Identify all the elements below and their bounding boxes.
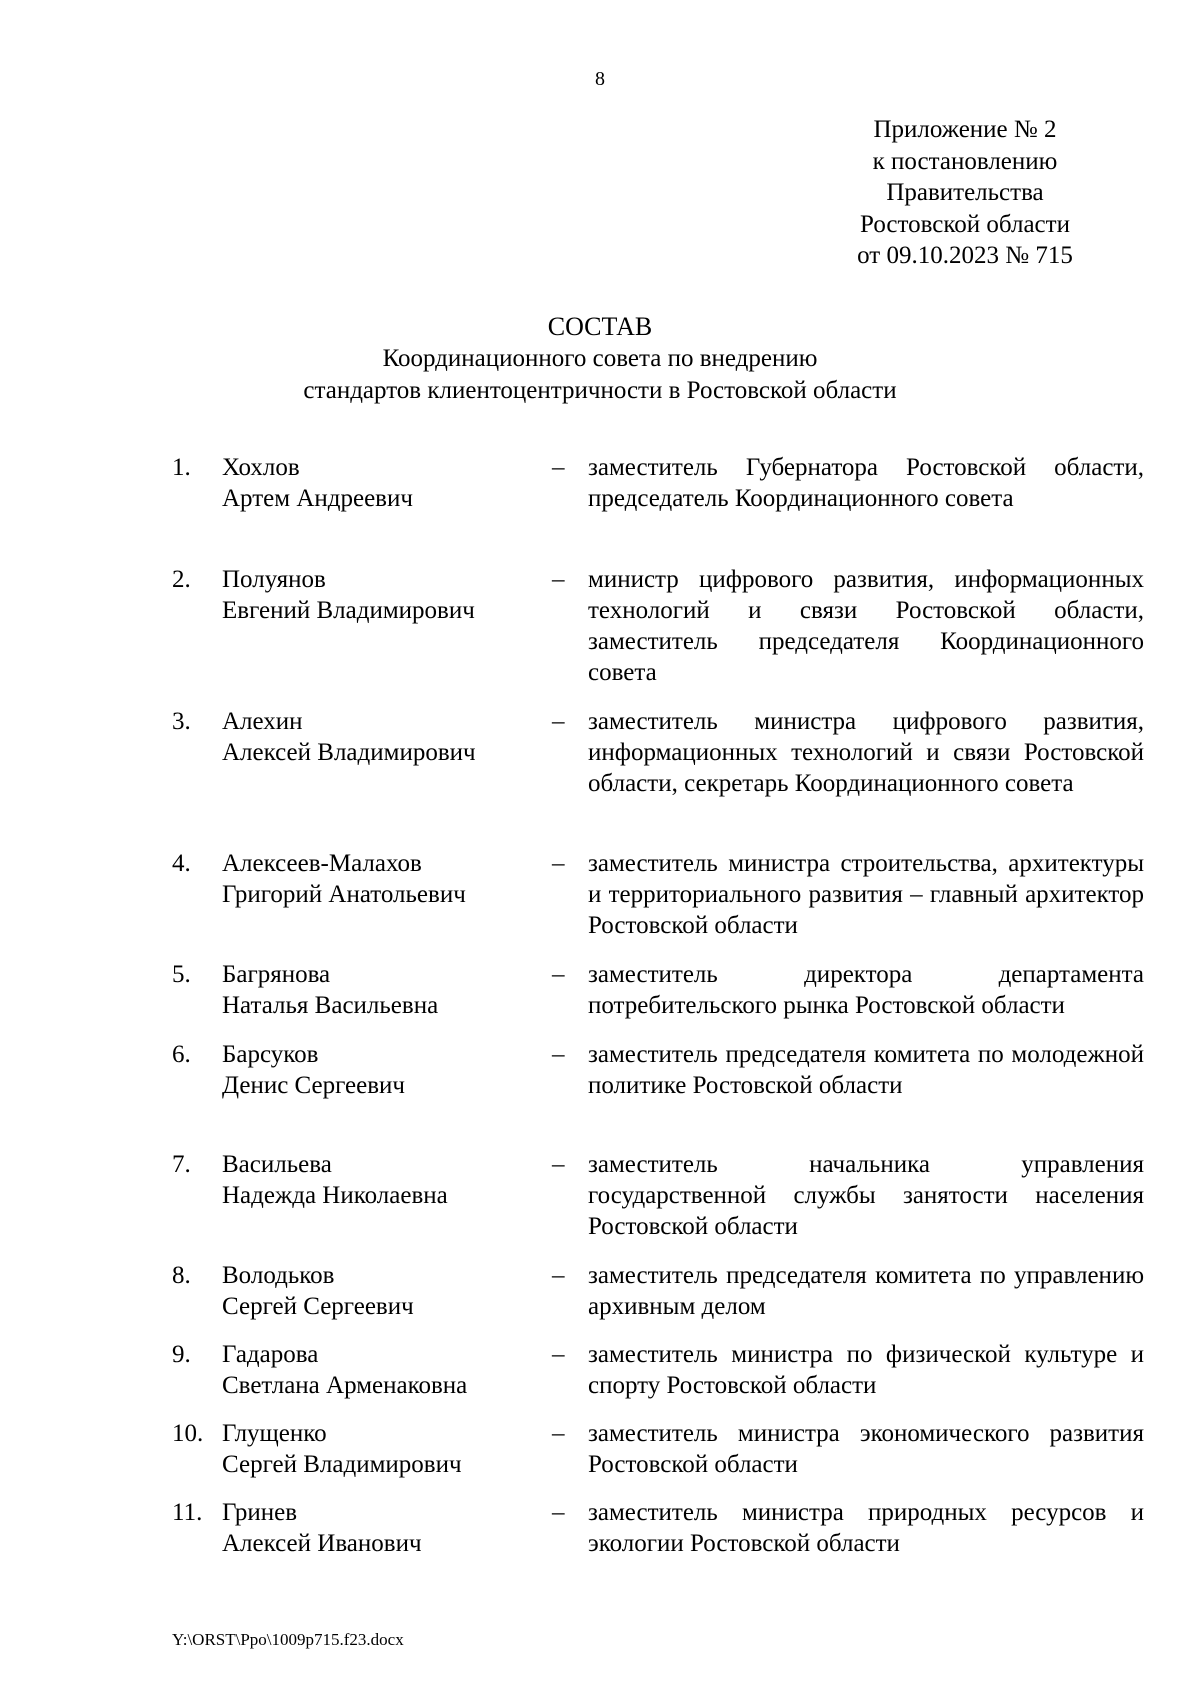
members-list bbox=[0, 452, 1200, 1567]
member-row bbox=[0, 959, 1200, 1039]
member-row bbox=[0, 1039, 1200, 1149]
title-heading: СОСТАВ bbox=[547, 312, 653, 341]
member-position: заместитель министра природных ресурсов и экологии Ростовской области bbox=[588, 1499, 1144, 1557]
member-row bbox=[0, 1497, 1200, 1567]
dash-separator: – bbox=[552, 1420, 565, 1447]
member-given-names: Наталья Васильевна bbox=[222, 992, 439, 1019]
member-position: заместитель председателя комитета по молодежной политике Ростовской области bbox=[588, 1041, 1144, 1099]
member-given-names: Сергей Сергеевич bbox=[222, 1293, 414, 1320]
document-title bbox=[0, 311, 1200, 407]
member-name bbox=[222, 1149, 542, 1211]
member-name bbox=[222, 706, 542, 768]
appendix-line: от 09.10.2023 № 715 bbox=[857, 242, 1073, 269]
member-name bbox=[222, 1260, 542, 1322]
dash-separator: – bbox=[552, 1499, 565, 1526]
member-given-names: Денис Сергеевич bbox=[222, 1072, 406, 1099]
member-given-names: Артем Андреевич bbox=[222, 485, 413, 512]
dash-separator: – bbox=[552, 708, 565, 735]
file-path-footer: Y:\ORST\Ppo\1009p715.f23.docx bbox=[172, 1630, 404, 1649]
member-surname: Алексеев-Малахов bbox=[222, 850, 422, 877]
member-position: заместитель министра цифрового развития, информационных технологий и связи Ростовской области, секретарь Координационного совета bbox=[588, 708, 1144, 797]
member-number: 8. bbox=[172, 1262, 191, 1289]
member-number: 7. bbox=[172, 1151, 191, 1178]
member-position: заместитель министра строительства, архитектуры и территориального развития – главный архитектор Ростовской области bbox=[588, 850, 1144, 939]
appendix-line: Правительства bbox=[886, 179, 1044, 206]
member-surname: Полуянов bbox=[222, 566, 326, 593]
member-name bbox=[222, 1039, 542, 1101]
member-given-names: Алексей Владимирович bbox=[222, 739, 476, 766]
member-surname: Васильева bbox=[222, 1151, 332, 1178]
dash-separator: – bbox=[552, 850, 565, 877]
member-number: 1. bbox=[172, 454, 191, 481]
member-position: заместитель министра по физической культуре и спорту Ростовской области bbox=[588, 1341, 1144, 1399]
dash-separator: – bbox=[552, 1151, 565, 1178]
member-number: 9. bbox=[172, 1341, 191, 1368]
member-position: заместитель министра экономического развития Ростовской области bbox=[588, 1420, 1144, 1478]
member-surname: Хохлов bbox=[222, 454, 300, 481]
member-number: 3. bbox=[172, 708, 191, 735]
member-surname: Багрянова bbox=[222, 961, 331, 988]
dash-separator: – bbox=[552, 1341, 565, 1368]
member-given-names: Алексей Иванович bbox=[222, 1530, 422, 1557]
member-given-names: Надежда Николаевна bbox=[222, 1182, 448, 1209]
member-row bbox=[0, 1260, 1200, 1339]
appendix-line: Ростовской области bbox=[860, 210, 1070, 238]
dash-separator: – bbox=[552, 961, 565, 988]
member-name bbox=[222, 848, 542, 910]
member-given-names: Сергей Владимирович bbox=[222, 1451, 462, 1478]
title-line: стандартов клиентоцентричности в Ростовской области bbox=[303, 377, 897, 404]
member-number: 10. bbox=[172, 1420, 204, 1447]
member-position: заместитель Губернатора Ростовской области, председатель Координационного совета bbox=[588, 454, 1144, 512]
member-surname: Барсуков bbox=[222, 1041, 319, 1068]
member-surname: Гринев bbox=[222, 1499, 298, 1526]
dash-separator: – bbox=[552, 1041, 565, 1068]
member-number: 2. bbox=[172, 566, 191, 593]
member-name bbox=[222, 564, 542, 626]
member-row bbox=[0, 1339, 1200, 1418]
member-number: 4. bbox=[172, 850, 191, 877]
member-position: заместитель директора департамента потребительского рынка Ростовской области bbox=[588, 961, 1144, 1019]
dash-separator: – bbox=[552, 1262, 565, 1289]
member-name bbox=[222, 1339, 542, 1401]
member-given-names: Евгений Владимирович bbox=[222, 597, 475, 624]
member-name bbox=[222, 452, 542, 514]
member-given-names: Григорий Анатольевич bbox=[222, 881, 466, 908]
appendix-header bbox=[820, 114, 1110, 272]
page-number: 8 bbox=[595, 68, 605, 90]
member-name bbox=[222, 1418, 542, 1480]
title-line: Координационного совета по внедрению bbox=[382, 345, 818, 372]
member-position: заместитель начальника управления государственной службы занятости населения Ростовской области bbox=[588, 1151, 1144, 1240]
member-given-names: Светлана Арменаковна bbox=[222, 1372, 468, 1399]
member-row bbox=[0, 452, 1200, 564]
member-position: министр цифрового развития, информационных технологий и связи Ростовской области, заместитель председателя Координационного совета bbox=[588, 566, 1144, 686]
dash-separator: – bbox=[552, 566, 565, 593]
appendix-line: Приложение № 2 bbox=[873, 116, 1057, 143]
member-number: 5. bbox=[172, 961, 191, 988]
member-row bbox=[0, 564, 1200, 706]
member-row bbox=[0, 706, 1200, 848]
member-row bbox=[0, 1149, 1200, 1260]
member-surname: Алехин bbox=[222, 708, 303, 735]
member-row bbox=[0, 1418, 1200, 1497]
member-position: заместитель председателя комитета по управлению архивным делом bbox=[588, 1262, 1144, 1320]
dash-separator: – bbox=[552, 454, 565, 481]
member-number: 6. bbox=[172, 1041, 191, 1068]
appendix-line: к постановлению bbox=[872, 147, 1058, 175]
member-name bbox=[222, 959, 542, 1021]
member-surname: Глущенко bbox=[222, 1420, 327, 1447]
member-name bbox=[222, 1497, 542, 1559]
member-row bbox=[0, 848, 1200, 959]
member-number: 11. bbox=[172, 1499, 203, 1526]
member-surname: Володьков bbox=[222, 1262, 335, 1289]
member-surname: Гадарова bbox=[222, 1341, 319, 1368]
